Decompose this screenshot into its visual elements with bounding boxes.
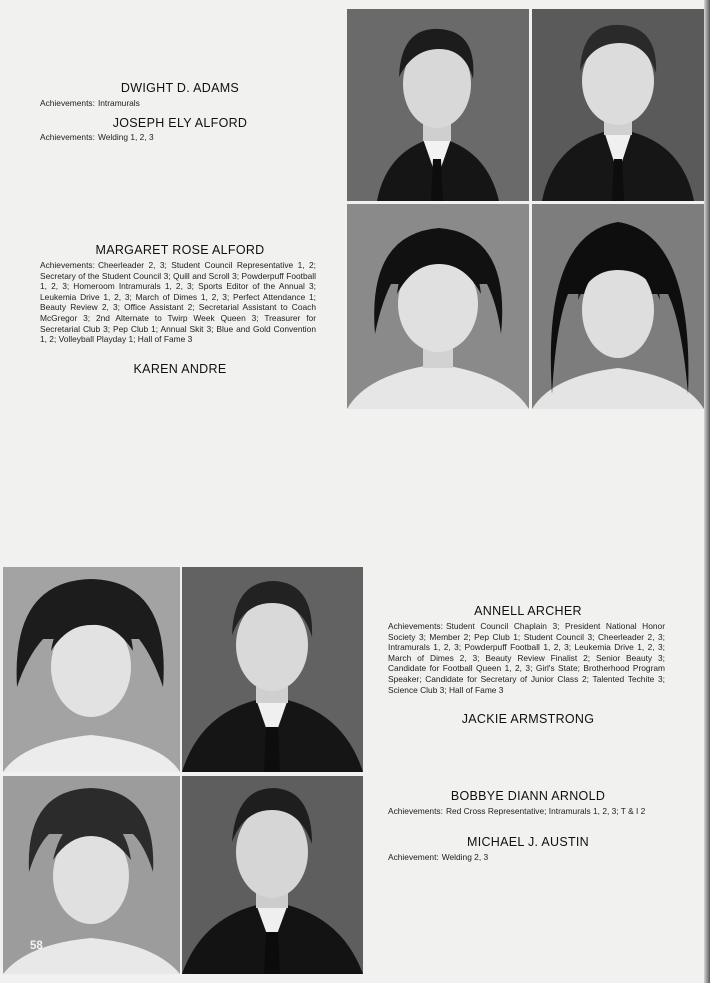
student-name-karen-andre: KAREN ANDRE bbox=[133, 362, 227, 376]
portrait-annell-archer bbox=[3, 567, 180, 772]
student-name-joseph-alford: JOSEPH ELY ALFORD bbox=[112, 116, 248, 130]
student-name-bobbye-arnold: BOBBYE DIANN ARNOLD bbox=[450, 789, 606, 803]
achievements-label: Achievements: bbox=[40, 132, 95, 142]
achievements-label: Achievements: bbox=[388, 806, 443, 816]
achievements-label: Achievement: bbox=[388, 852, 439, 862]
portrait-dwight-adams bbox=[347, 9, 529, 201]
achievements-margaret-alford bbox=[40, 260, 316, 345]
portrait-joseph-alford bbox=[532, 9, 704, 201]
achievements-label: Achievements: bbox=[40, 260, 95, 270]
achievements-text: Welding 2, 3 bbox=[441, 852, 489, 862]
student-name-dwight-adams: DWIGHT D. ADAMS bbox=[120, 81, 240, 95]
portrait-jackie-armstrong bbox=[182, 567, 363, 772]
achievements-michael-austin bbox=[388, 852, 665, 863]
achievements-text: Welding 1, 2, 3 bbox=[97, 132, 154, 142]
student-name-margaret-alford: MARGARET ROSE ALFORD bbox=[95, 243, 265, 257]
achievements-text: Student Council Chaplain 3; President National Honor Society 3; Member 2; Pep Club 1; Student Council 3; Cheerleader 2, 3; Intramurals 1, 2, 3; Powderpuff Football 1, 2, 3; Leukemia Drive 1, 2, 3; March of Dimes 2, 3; Beauty Review Finalist 2; Senior Beauty 3; Candidate for Football Queen 1, 2, 3; Girl's State; Brotherhood Program Speaker; Candidate for Secretary of Junior Class 2; Talented Techite 3; Science Club 3; Hall of Fame 3 bbox=[388, 621, 665, 695]
achievements-text: Cheerleader 2, 3; Student Council Representative 1, 2; Secretary of the Student Council 3; Quill and Scroll 3; Powderpuff Football 1, 2, 3; Homeroom Intramurals 1, 2, 3; Sports Editor of the Annual 3; Leukemia Drive 1, 2, 3; March of Dimes 1, 2, 3; Perfect Attendance 1; Beauty Review 2, 3; Office Assistant 2; Secretarial Assistant to Coach McGregor 3; 2nd Alternate to Twirp Week Queen 3; Treasurer for Secretarial Club 3; Pep Club 1; Annual Skit 3; Blue and Gold Convention 1, 2; Volleyball Playday 1; Hall of Fame 3 bbox=[40, 260, 316, 345]
achievements-joseph-alford bbox=[40, 132, 320, 143]
portrait-karen-andre bbox=[532, 204, 704, 409]
page-number: 58 bbox=[30, 940, 43, 952]
achievements-annell-archer bbox=[388, 621, 665, 695]
achievements-label: Achievements: bbox=[388, 621, 443, 631]
achievements-dwight-adams bbox=[40, 98, 320, 109]
portrait-michael-austin bbox=[182, 776, 363, 974]
student-name-annell-archer: ANNELL ARCHER bbox=[474, 604, 582, 618]
page-edge-shadow bbox=[704, 0, 710, 983]
student-name-jackie-armstrong: JACKIE ARMSTRONG bbox=[461, 712, 595, 726]
achievements-text: Intramurals bbox=[97, 98, 140, 108]
achievements-label: Achievements: bbox=[40, 98, 95, 108]
achievements-bobbye-arnold bbox=[388, 806, 665, 817]
portrait-margaret-alford bbox=[347, 204, 529, 409]
achievements-text: Red Cross Representative; Intramurals 1, 2, 3; T & I 2 bbox=[445, 806, 646, 816]
student-name-michael-austin: MICHAEL J. AUSTIN bbox=[466, 835, 590, 849]
